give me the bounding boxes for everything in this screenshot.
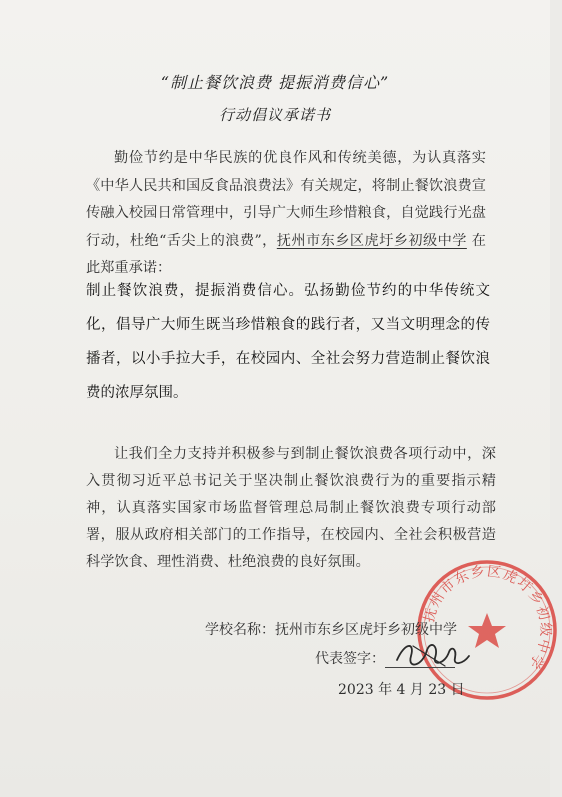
document-title-line2: 行动倡议承诺书 xyxy=(218,106,331,124)
representative-label: 代表签字： xyxy=(315,651,385,667)
document-date: 2023 年 4 月 23 日 xyxy=(338,682,465,698)
handwritten-signature xyxy=(393,636,473,672)
paragraph-1-end: 在此郑重承诺： xyxy=(86,232,486,276)
document-title-line1: “制止餐饮浪费 提振消费信心” xyxy=(160,73,390,92)
paragraph-1 xyxy=(86,145,486,283)
school-name-underlined: 抚州市东乡区虎圩乡初级中学 xyxy=(276,232,467,249)
school-name-value: 抚州市东乡区虎圩乡初级中学 xyxy=(275,622,457,638)
paragraph-3: 让我们全力支持并积极参与到制止餐饮浪费各项行动中，深入贯彻习近平总书记关于坚决制止餐饮浪费行为的重要指示精神，认真落实国家市场监督管理总局制止餐饮浪费专项行动部署，服从政府相关部门的工作指导，在校园内、全社会积极营造科学饮食、理性消费、杜绝浪费的良好氛围。 xyxy=(86,446,496,570)
seal-star-icon xyxy=(468,613,506,648)
seal-text: 抚州市东乡区虎圩乡初级中学 xyxy=(421,563,554,673)
paragraph-1-text: 勤俭节约是中华民族的优良作风和传统美德，为认真落实《中华人民共和国反食品浪费法》有关规定，将制止餐饮浪费宣传融入校园日常管理中，引导广大师生珍惜粮食，自觉践行光盘行动，杜绝“舌尖上的浪费”， xyxy=(86,150,486,249)
school-name-label: 学校名称： xyxy=(205,622,275,638)
paragraph-2: 制止餐饮浪费，提振消费信心。弘扬勤俭节约的中华传统文化，倡导广大师生既当珍惜粮食的践行者，又当文明理念的传播者，以小手拉大手，在校园内、全社会努力营造制止餐饮浪费的浓厚氛围。 xyxy=(86,283,490,401)
